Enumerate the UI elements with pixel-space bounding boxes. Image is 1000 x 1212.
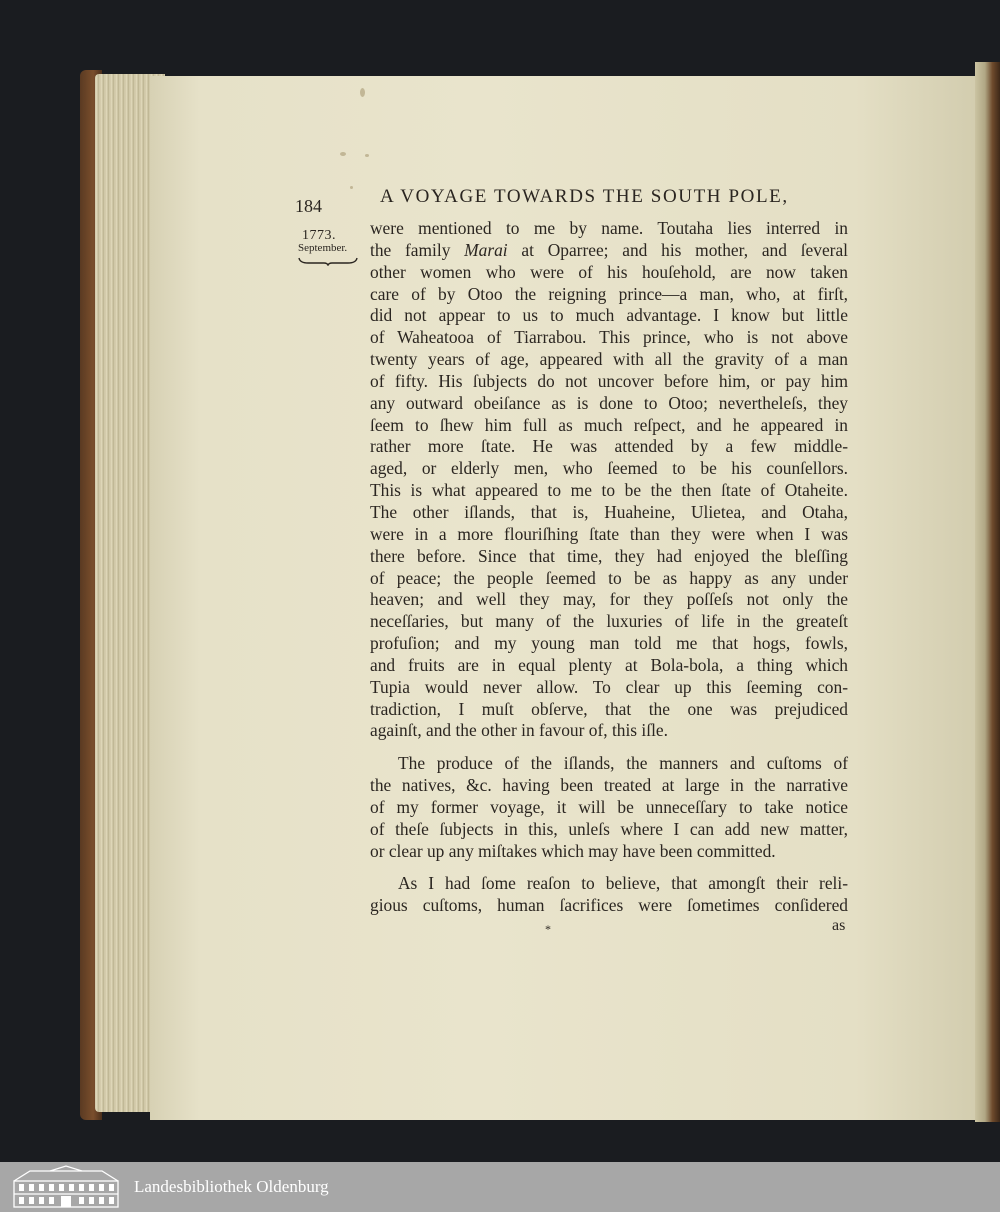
body-text — [370, 218, 848, 917]
text-line: The produce of the iſlands, the manners and cuſtoms of — [398, 753, 848, 774]
margin-year: 1773. — [302, 228, 336, 243]
text-line: of fifty. His ſubjects do not uncover before him, or pay him — [370, 370, 848, 391]
text-line: the family Marai at Oparree; and his mother, and ſeveral — [370, 239, 848, 260]
text-line: againſt, and the other in favour of, this iſle. — [370, 720, 668, 741]
text-line: or clear up any miſtakes which may have been committed. — [370, 840, 776, 861]
text-line: profuſion; and my young man told me that hogs, fowls, — [370, 633, 848, 654]
text-line: heaven; and well they may, for they poſſeſs not only the — [370, 589, 848, 610]
text-line: care of by Otoo the reigning prince—a man, who, at firſt, — [370, 283, 848, 304]
text-line: of Waheatooa of Tiarrabou. This prince, who is not above — [370, 327, 848, 348]
text-line: and fruits are in equal plenty at Bola-bola, a thing which — [370, 654, 848, 675]
library-building-icon — [10, 1165, 122, 1209]
text-line: any outward obeiſance as is done to Otoo; nevertheleſs, they — [370, 392, 848, 413]
footer-bar — [0, 1162, 1000, 1212]
library-name: Landesbibliothek Oldenburg — [134, 1177, 329, 1196]
text-line: The other iſlands, that is, Huaheine, Ulietea, and Otaha, — [370, 501, 848, 522]
catchword: as — [832, 917, 846, 934]
text-line: gious cuſtoms, human ſacrifices were ſometimes conſidered — [370, 895, 848, 916]
running-title: A VOYAGE TOWARDS THE SOUTH POLE, — [380, 186, 789, 207]
text-line: This is what appeared to me to be the then ſtate of Otaheite. — [370, 480, 848, 501]
text-line: there before. Since that time, they had enjoyed the bleſſing — [370, 545, 848, 566]
text-line: aged, or elderly men, who ſeemed to be his counſellors. — [370, 458, 848, 479]
text-line: rather more ſtate. He was attended by a few middle- — [370, 436, 848, 457]
text-line: ſeem to ſhew him full as much reſpect, and he appeared in — [370, 414, 848, 435]
text-line: did not appear to us to much advantage. I know but little — [370, 305, 848, 326]
signature-mark: * — [545, 922, 551, 936]
text-line: of my former voyage, it will be unneceſſary to take notice — [370, 796, 848, 817]
text-line: other women who were of his houſehold, are now taken — [370, 261, 848, 282]
page-number: 184 — [295, 196, 322, 216]
margin-brace-icon — [298, 256, 358, 266]
text-line: neceſſaries, but many of the luxuries of life in the greateſt — [370, 611, 848, 632]
text-line: were in a more flouriſhing ſtate than they were when I was — [370, 523, 848, 544]
text-line: twenty years of age, appeared with all the gravity of a man — [370, 349, 848, 370]
text-line: Tupia would never allow. To clear up this ſeeming con- — [370, 676, 848, 697]
text-line: tradiction, I muſt obſerve, that the one was prejudiced — [370, 698, 848, 719]
text-line: were mentioned to me by name. Toutaha lies interred in — [370, 218, 848, 238]
text-line: of peace; the people ſeemed to be as happy as any under — [370, 567, 848, 588]
page-gutter — [975, 62, 1000, 1122]
text-line: As I had ſome reaſon to believe, that amongſt their reli- — [398, 873, 848, 894]
margin-month: September. — [298, 242, 348, 254]
text-line: of theſe ſubjects in this, unleſs where I can add new matter, — [370, 818, 848, 839]
text-line: the natives, &c. having been treated at large in the narrative — [370, 775, 848, 796]
